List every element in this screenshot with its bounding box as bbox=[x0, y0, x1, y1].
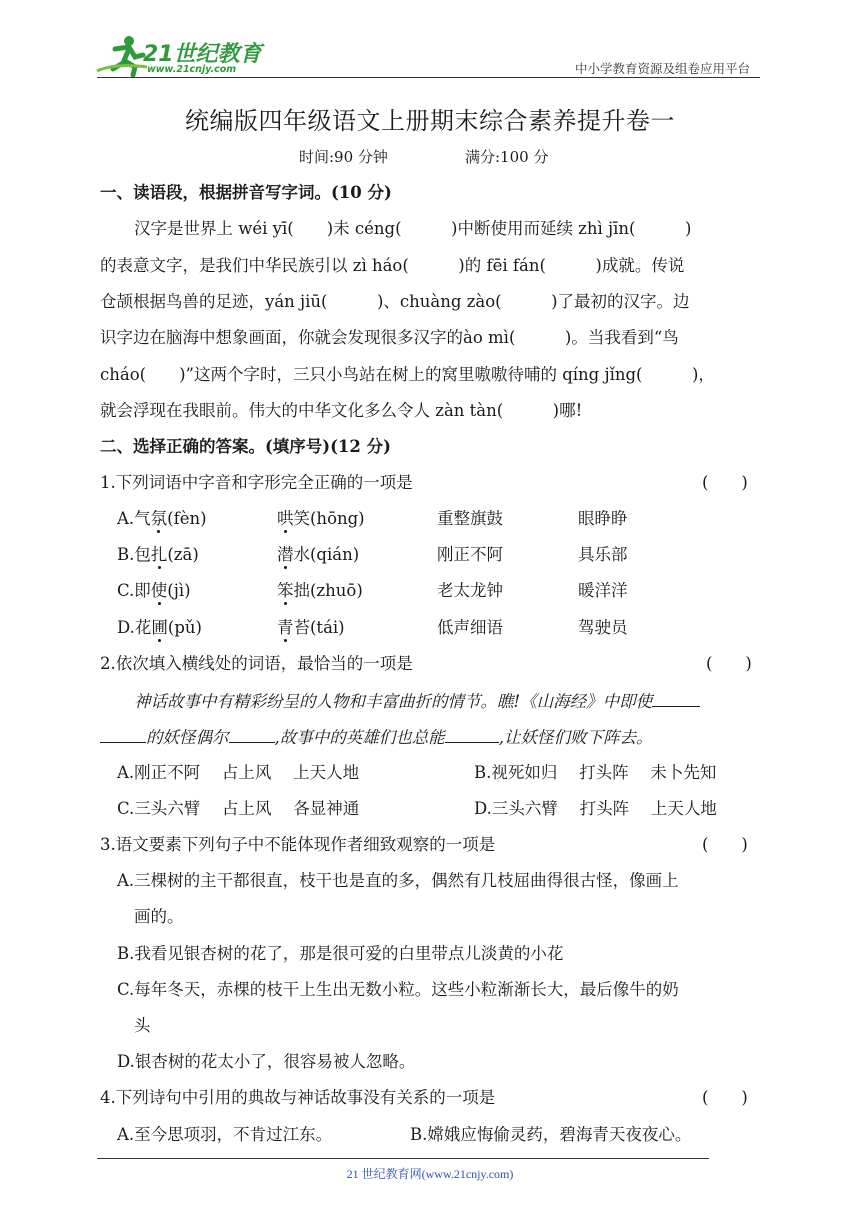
page-title: 统编版四年级语文上册期末综合素养提升卷一 bbox=[185, 107, 675, 135]
q1-stem: 1.下列词语中字音和字形完全正确的一项是 bbox=[100, 473, 413, 492]
score-label: 满分:100 分 bbox=[465, 148, 549, 166]
q1-b-word3: 刚正不阿 bbox=[437, 545, 503, 564]
s1-line-5: cháo( )”这两个字时，三只小鸟站在树上的窝里嗷嗷待哺的 qíng jǐng( )， bbox=[100, 365, 715, 384]
platform-label: 中小学教育资源及组卷应用平台 bbox=[575, 61, 751, 76]
logo-text: 21世纪教育 bbox=[143, 42, 262, 67]
q3-stem: 3.语文要素下列句子中不能体现作者细致观察的一项是 bbox=[100, 835, 496, 854]
q1-a-word2: 哄笑(hōng) bbox=[277, 509, 365, 528]
q1-d-word3: 低声细语 bbox=[437, 618, 503, 637]
q2-option-b: B.视死如归 打头阵 未卜先知 bbox=[474, 763, 717, 782]
q3-option-c-2: 头 bbox=[134, 1016, 151, 1035]
q3-answer-bracket: ( ) bbox=[702, 835, 748, 854]
s1-line-6: 就会浮现在我眼前。伟大的中华文化多么令人 zàn tàn( )哪! bbox=[100, 401, 583, 420]
q1-b-word2: 潜水(qián) bbox=[277, 545, 360, 564]
header-rule bbox=[97, 77, 760, 78]
s1-line-3: 仓颉根据鸟兽的足迹，yán jiū( )、chuàng zào( )了最初的汉字。边 bbox=[100, 292, 690, 311]
q4-answer-bracket: ( ) bbox=[702, 1088, 748, 1107]
q2-blank-1a[interactable] bbox=[652, 690, 700, 707]
logo bbox=[95, 33, 265, 77]
q1-d-word4: 驾驶员 bbox=[578, 618, 628, 637]
q3-option-a-2: 画的。 bbox=[134, 907, 184, 926]
q1-option-a: A.气氛(fèn) bbox=[117, 509, 207, 528]
q2-option-a: A.刚正不阿 占上风 上天人地 bbox=[117, 763, 360, 782]
s1-line-2: 的表意文字，是我们中华民族引以 zì háo( )的 fēi fán( )成就。传说 bbox=[100, 256, 685, 275]
q1-c-word4: 暖洋洋 bbox=[578, 581, 628, 600]
q1-option-b: B.包扎(zā) bbox=[117, 545, 199, 564]
q1-c-word3: 老太龙钟 bbox=[437, 581, 503, 600]
q1-d-word2: 青苔(tái) bbox=[277, 618, 345, 637]
q3-option-d: D.银杏树的花太小了，很容易被人忽略。 bbox=[117, 1052, 416, 1071]
q1-c-word2: 笨拙(zhuō) bbox=[277, 581, 363, 600]
q2-text-1: 神话故事中有精彩纷呈的人物和丰富曲折的情节。瞧!《山海经》中即使 bbox=[134, 690, 700, 713]
q2-blank-1b[interactable] bbox=[100, 726, 146, 743]
q1-a-word3: 重整旗鼓 bbox=[437, 509, 503, 528]
q1-a-word4: 眼睁睁 bbox=[578, 509, 628, 528]
q2-option-c: C.三头六臂 占上风 各显神通 bbox=[117, 799, 360, 818]
section1-heading: 一、读语段，根据拼音写字词。(10 分) bbox=[100, 183, 392, 202]
s1-line-1: 汉字是世界上 wéi yī( )未 céng( )中断使用而延续 zhì jīn( ) bbox=[134, 219, 692, 238]
q2-answer-bracket: ( ) bbox=[706, 654, 752, 673]
q4-option-b: B.嫦娥应悔偷灵药，碧海青天夜夜心。 bbox=[410, 1125, 692, 1144]
q3-option-b: B.我看见银杏树的花了，那是很可爱的白里带点儿淡黄的小花 bbox=[117, 944, 564, 963]
q2-blank-3[interactable] bbox=[445, 726, 499, 743]
s1-line-4: 识字边在脑海中想象画面，你就会发现很多汉字的ào mì( )。当我看到“鸟 bbox=[100, 328, 679, 347]
q1-answer-bracket: ( ) bbox=[702, 473, 748, 492]
q4-stem: 4.下列诗句中引用的典故与神话故事没有关系的一项是 bbox=[100, 1088, 496, 1107]
q2-option-d: D.三头六臂 打头阵 上天人地 bbox=[474, 799, 717, 818]
q2-blank-2[interactable] bbox=[229, 726, 275, 743]
q3-option-c-1: C.每年冬天，赤棵的枝干上生出无数小粒。这些小粒渐渐长大，最后像牛的奶 bbox=[117, 980, 679, 999]
q1-option-d: D.花圃(pǔ) bbox=[117, 618, 202, 637]
q2-text-2: 的妖怪偶尔 ,故事中的英雄们也总能 ,让妖怪们败下阵去。 bbox=[100, 726, 653, 749]
q4-option-a: A.至今思项羽，不肯过江东。 bbox=[117, 1125, 333, 1144]
q1-option-c: C.即使(jì) bbox=[117, 581, 191, 600]
logo-url: www.21cnjy.com bbox=[147, 64, 237, 75]
q2-stem: 2.依次填入横线处的词语，最恰当的一项是 bbox=[100, 654, 413, 673]
q3-option-a-1: A.三棵树的主干都很直，枝干也是直的多，偶然有几枝屈曲得很古怪，像画上 bbox=[117, 871, 679, 890]
q1-b-word4: 具乐部 bbox=[578, 545, 628, 564]
footer-rule bbox=[97, 1158, 709, 1159]
section2-heading: 二、选择正确的答案。(填序号)(12 分) bbox=[100, 437, 391, 456]
footer-link[interactable]: 21 世纪教育网(www.21cnjy.com) bbox=[346, 1167, 514, 1181]
time-label: 时间:90 分钟 bbox=[299, 148, 388, 166]
